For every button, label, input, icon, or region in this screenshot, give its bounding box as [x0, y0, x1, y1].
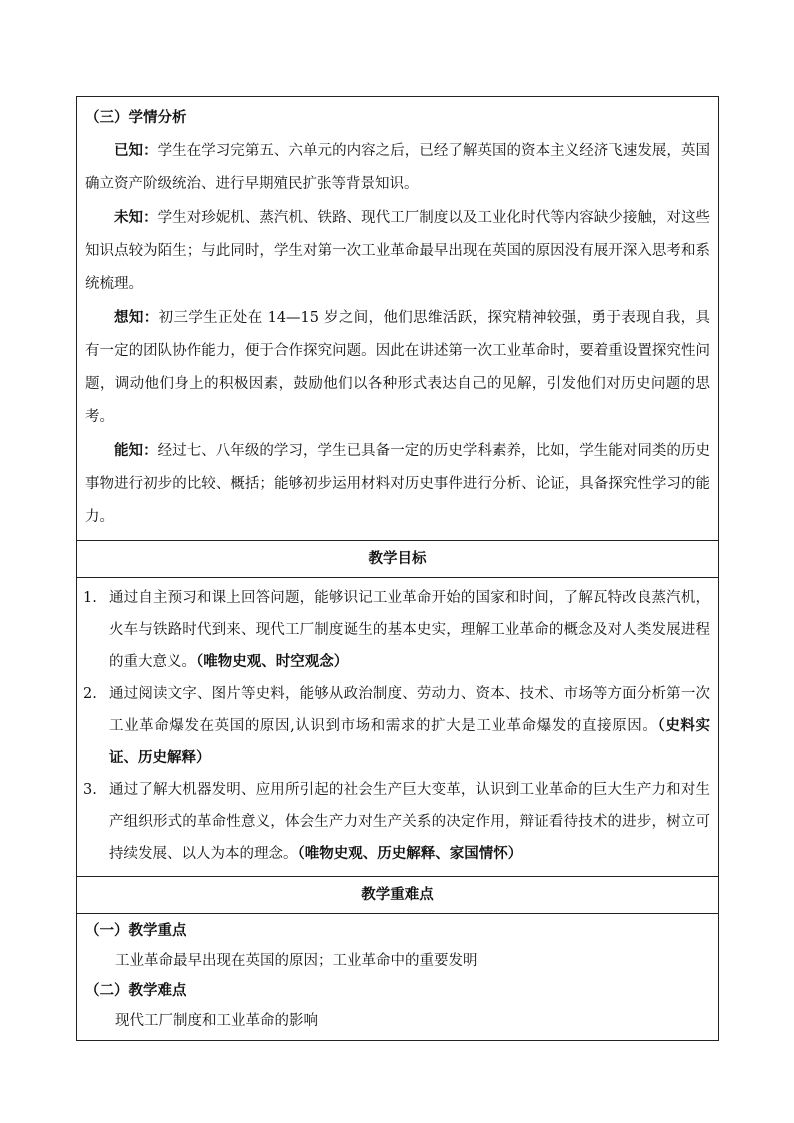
- key-points-heading: （一）教学重点: [85, 922, 187, 939]
- objective-item: [83, 582, 710, 678]
- paragraph-lead: 未知：: [114, 209, 158, 226]
- paragraph-lead: 想知：: [114, 309, 159, 326]
- paragraph-lead: 能知：: [114, 442, 158, 459]
- objectives-cell: [77, 578, 719, 877]
- paragraph-text: 学生对珍妮机、蒸汽机、铁路、现代工厂制度以及工业化时代等内容缺少接触，对这些知识点较为陌生；与此同时，学生对第一次工业革命最早出现在英国的原因没有展开深入思考和系统梳理。: [85, 210, 711, 292]
- objective-item: [83, 774, 710, 870]
- able-to-know-paragraph: [85, 434, 710, 534]
- objectives-title: 教学目标: [77, 541, 719, 578]
- objective-text: 通过阅读文字、图片等史料，能够从政治制度、劳动力、资本、技术、市场等方面分析第一次工业革命爆发在英国的原因,认识到市场和需求的扩大是工业革命爆发的直接原因。: [109, 686, 710, 734]
- objective-text: 通过自主预习和课上回答问题，能够识记工业革命开始的国家和时间，了解瓦特改良蒸汽机，火车与铁路时代到来、现代工厂制度诞生的基本史实，理解工业革命的概念及对人类发展进程的重大意义。: [109, 590, 710, 670]
- objective-literacy-tag: （唯物史观、历史解释、家国情怀）: [297, 845, 523, 862]
- objective-literacy-tag: （唯物史观、时空观念）: [196, 653, 349, 670]
- difficult-points-text: 现代工厂制度和工业革命的影响: [115, 1013, 318, 1029]
- key-difficult-title: 教学重难点: [77, 877, 719, 914]
- objective-number: 1.: [83, 590, 97, 606]
- objective-text: 通过了解大机器发明、应用所引起的社会生产巨大变革，认识到工业革命的巨大生产力和对生产组织形式的革命性意义，体会生产力对生产关系的决定作用，辩证看待技术的进步，树立可持续发展、以人为本的理念。: [109, 782, 710, 862]
- objective-item: [83, 678, 710, 774]
- objective-literacy-tag: （史料实证、历史解释）: [109, 717, 711, 766]
- objective-number: 2.: [83, 686, 97, 702]
- learner-analysis-cell: [77, 97, 719, 541]
- paragraph-lead: 已知：: [114, 142, 158, 159]
- difficult-points-heading: （二）教学难点: [85, 982, 187, 999]
- paragraph-text: 初三学生正处在 14—15 岁之间，他们思维活跃，探究精神较强，勇于表现自我，具有一定的团队协作能力，便于合作探究问题。因此在讲述第一次工业革命时，要着重设置探究性问题，调动他们身上的积极因素，鼓励他们以各种形式表达自己的见解，引发他们对历史问题的思考。: [85, 310, 711, 425]
- learner-analysis-heading: （三）学情分析: [85, 109, 187, 126]
- unknown-paragraph: [85, 201, 710, 301]
- objectives-list: [83, 582, 710, 870]
- paragraph-text: 经过七、八年级的学习，学生已具备一定的历史学科素养，比如，学生能对同类的历史事物进行初步的比较、概括；能够初步运用材料对历史事件进行分析、论证，具备探究性学习的能力。: [85, 443, 711, 525]
- objective-number: 3.: [83, 782, 97, 798]
- key-difficult-cell: [77, 914, 719, 1041]
- paragraph-text: 学生在学习完第五、六单元的内容之后，已经了解英国的资本主义经济飞速发展，英国确立资产阶级统治、进行早期殖民扩张等背景知识。: [85, 143, 711, 192]
- lesson-plan-table: [76, 96, 719, 1041]
- want-to-know-paragraph: [85, 301, 710, 434]
- lesson-plan-page: [76, 96, 719, 1041]
- key-points-text: 工业革命最早出现在英国的原因；工业革命中的重要发明: [115, 953, 478, 969]
- known-paragraph: [85, 134, 710, 201]
